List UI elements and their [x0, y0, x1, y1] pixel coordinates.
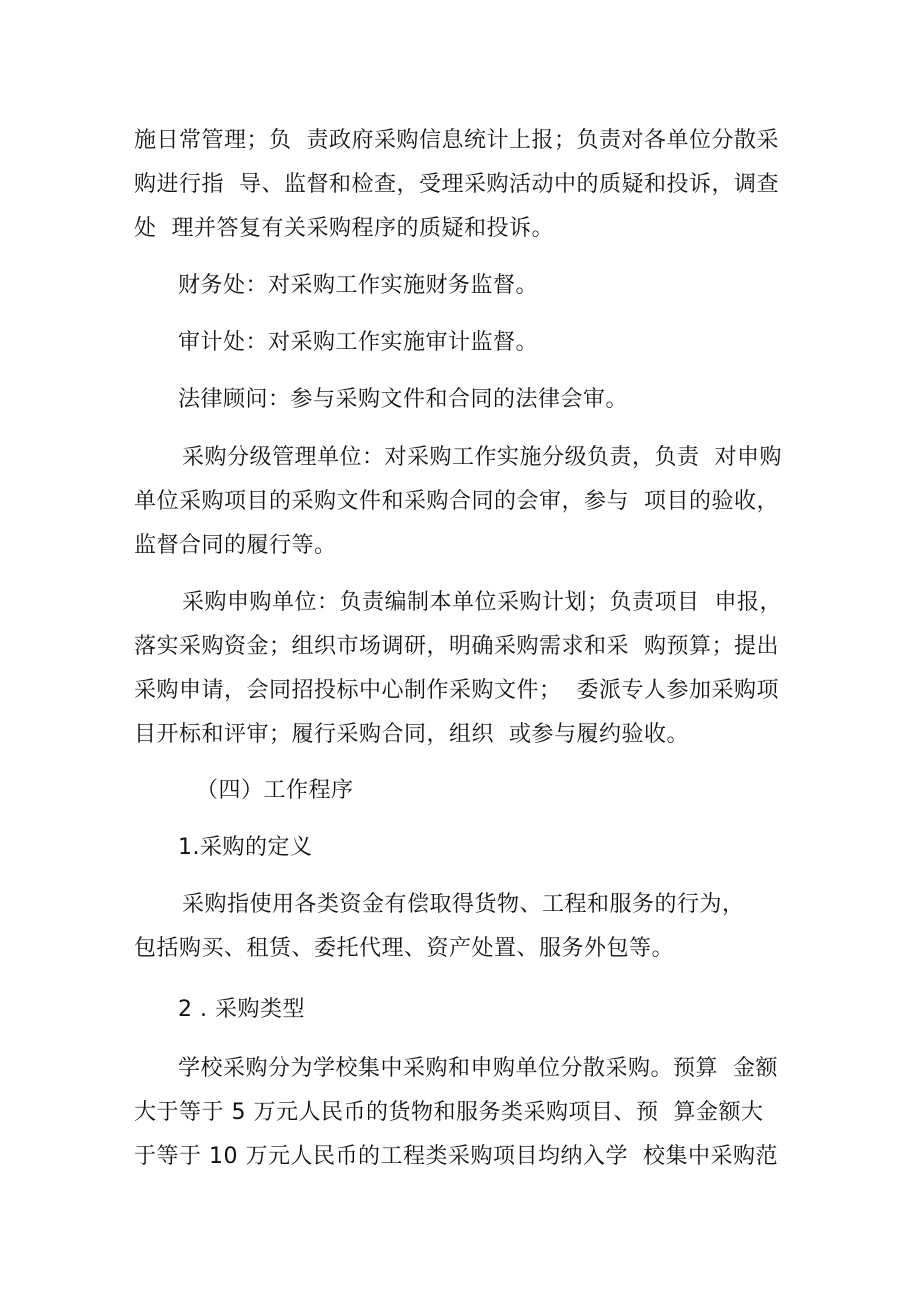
- paragraph-line: 采购指使用各类资金有偿取得货物、工程和服务的行为，: [182, 892, 745, 917]
- paragraph-line: 采购申请，会同招投标中心制作采购文件； 委派专人参加采购项: [134, 678, 779, 703]
- paragraph-line: 购进行指 导、监督和检查，受理采购活动中的质疑和投诉，调查: [134, 172, 779, 197]
- paragraph-line: 施日常管理；负 责政府采购信息统计上报；负责对各单位分散采: [134, 128, 779, 153]
- paragraph-line: 采购申购单位：负责编制本单位采购计划；负责项目 申报，: [182, 590, 782, 615]
- paragraph-line: 于等于 10 万元人民币的工程类采购项目均纳入学 校集中采购范: [134, 1144, 778, 1169]
- paragraph-line: 目开标和评审；履行采购合同，组织 或参与履约验收。: [134, 722, 689, 747]
- paragraph-line: 财务处：对采购工作实施财务监督。: [178, 273, 539, 298]
- paragraph-line: 处 理并答复有关采购程序的质疑和投诉。: [134, 216, 554, 241]
- paragraph-line: 法律顾问：参与采购文件和合同的法律会审。: [178, 387, 629, 412]
- paragraph-line: 大于等于 5 万元人民币的货物和服务类采购项目、预 算金额大: [134, 1100, 764, 1125]
- paragraph-line: 包括购买、租赁、委托代理、资产处置、服务外包等。: [134, 936, 675, 961]
- subsection-heading: 2 . 采购类型: [178, 997, 305, 1022]
- subsection-heading: 1.采购的定义: [178, 835, 313, 860]
- section-heading: （四）工作程序: [196, 778, 354, 803]
- paragraph-line: 单位采购项目的采购文件和采购合同的会审，参与 项目的验收，: [134, 489, 779, 514]
- paragraph-line: 审计处：对采购工作实施审计监督。: [178, 330, 539, 355]
- paragraph-line: 采购分级管理单位：对采购工作实施分级负责，负责 对申购: [182, 445, 782, 470]
- paragraph-line: 落实采购资金；组织市场调研，明确采购需求和采 购预算；提出: [134, 634, 779, 659]
- paragraph-line: 监督合同的履行等。: [134, 533, 337, 558]
- paragraph-line: 学校采购分为学校集中采购和申购单位分散采购。预算 金额: [178, 1056, 778, 1081]
